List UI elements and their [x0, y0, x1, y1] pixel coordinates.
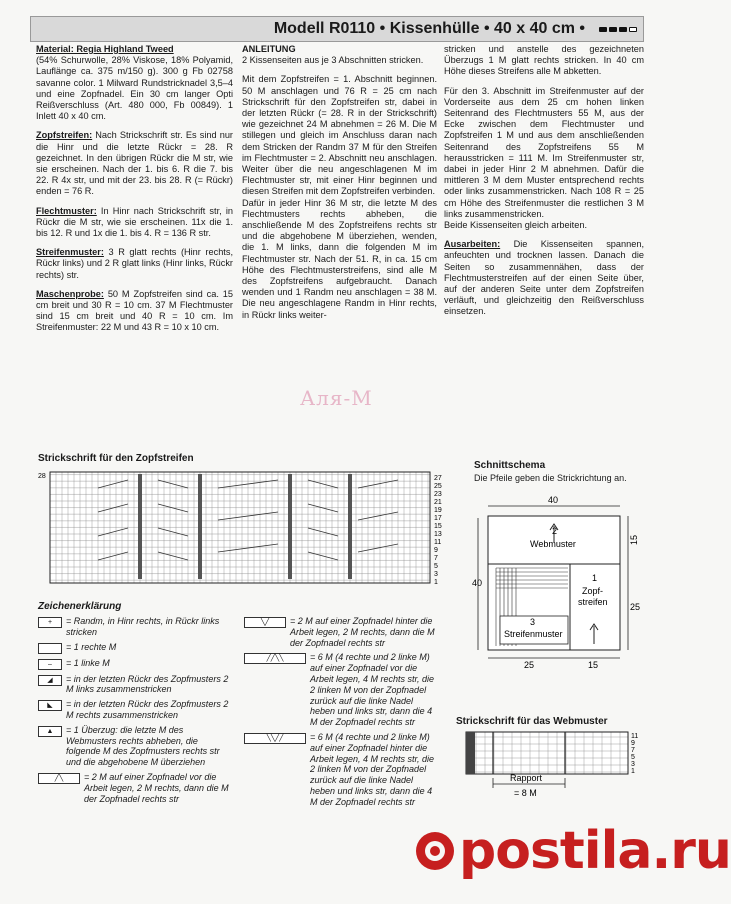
legend-item: – = 1 linke M [38, 658, 234, 670]
schema-2-label: Webmuster [530, 539, 576, 549]
zopf-row-label: 13 [434, 531, 442, 538]
purl-symbol: – [38, 659, 62, 670]
instructions-p6: Beide Kissenseiten gleich arbeiten. [444, 220, 588, 231]
zopf-row-label: 23 [434, 491, 442, 498]
zopf-chart-title: Strickschrift für den Zopfstreifen [38, 453, 194, 464]
legend-item: ╱╲ = 2 M auf einer Zopfnadel vor die Arbeit legen, 2 M rechts, dann die M der Zopfnadel rechts str [38, 772, 234, 804]
page-title: Modell R0110 • Kissenhülle • 40 x 40 cm • [273, 20, 585, 37]
zopfstreifen-text: Nach Strickschrift str. Es sind nur die Hinr und die letzte Rückr = 28. R gezeichnet. In den übrigen Rückr die M str, wie sie erscheinen. Nach der 1. bis 6. R die 7. bis 22. R 4x str, und mit der 23. bis 28. R (= Rückr) enden = 76 R. [36, 130, 233, 197]
maschenprobe-text: 50 M Zopfstreifen sind ca. 15 cm breit und 30 R = 10 cm. 37 M Flechtmuster sind 15 cm breit und 40 R = 10 cm. Im Streifenmuster: 22 M und 43 R = 10 x 10 cm. [36, 288, 233, 333]
legend-title: Zeichenerklärung [38, 601, 122, 612]
web-row-label: 3 [631, 761, 635, 768]
schema-2-num: 2 [552, 526, 558, 536]
flechtmuster-text: In Hinr nach Strickschrift str, in Rückr die M str, wie sie erscheinen. 11x die 1. bis 12. R und 1x die 1. bis 4. R = 136 R str. [36, 205, 233, 239]
legend-item: ╱╱╲╲ = 6 M (4 rechte und 2 linke M) auf einer Zopfnadel vor die Arbeit legen, 4 M rechts str, die 2 linken M von der Zopfnadel zurück auf die linke Nadel heben und links str, dann die 4 M der Zopfnadel rechts str [244, 652, 440, 728]
ssk-symbol: ▲ [38, 726, 62, 737]
material-text: (54% Schurwolle, 28% Viskose, 18% Polyamid, Lauflänge ca. 375 m/150 g). 300 g Fb 02758 savanne color. 1 Milward Rundstricknadel 3,5–4 und eine Zopfnadel. Ein 30 cm langer Opti Reißverschluss (Art. 480 000, Fb 00849). 1 Inlett 40 x 40 cm. [36, 55, 233, 122]
cable-6-front-symbol: ╱╱╲╲ [244, 653, 306, 664]
instructions-column [242, 44, 437, 329]
ausarbeiten-heading: Ausarbeiten: [444, 239, 501, 250]
schema-3-num: 3 [530, 617, 536, 627]
zopf-row-label: 11 [434, 539, 442, 546]
legend-item: + = Randm, in Hinr rechts, in Rückr links stricken [38, 616, 234, 638]
p2tog-symbol: ◢ [38, 675, 62, 686]
difficulty-indicator [599, 27, 637, 32]
web-row-label: 7 [631, 747, 635, 754]
web-row-label: 1 [631, 768, 635, 775]
legend-column-2 [244, 616, 440, 812]
cable-back-symbol: ╲╱ [244, 617, 286, 628]
postila-logo [414, 821, 731, 881]
zopf-row-label: 5 [434, 563, 438, 570]
instructions-p4: stricken und anstelle des gezeichneten Überzugs 1 M glatt rechts stricken. In 40 cm Höhe dieses Streifens alle M abketten. [444, 44, 644, 77]
zopf-row-label: 17 [434, 515, 442, 522]
materials-column [36, 44, 233, 342]
legend-item: ◢ = in der letzten Rückr des Zopfmusters 2 M links zusammenstricken [38, 674, 234, 696]
zopf-row-label: 21 [434, 499, 442, 506]
zopf-row-label: 15 [434, 523, 442, 530]
instructions-p2: Mit dem Zopfstreifen = 1. Abschnitt beginnen. 50 M anschlagen und 76 R = 25 cm nach Strickschrift für den Zopfstreifen str, dabei in der letzten Rückr (= 28. R in der Strickschrift) wie gezeichnet 24 M abnehmen = 26 M. Die M stillegen und gleich im Anschluss daran nach dem Stricken der Randm 37 M für den Streifen im Flechtmuster = 2. Abschnitt neu anschlagen. Weiter über die neu angeschlagenen M im Flechtmuster str, mit einer Hinr beginnen und diesen Streifen mit dem Zopfstreifen verbinden. [242, 74, 437, 197]
legend-item: ▲ = 1 Überzug: die letzte M des Webmusters rechts abheben, die folgende M des Zopfmusters rechts str und die abgehobene M überziehen [38, 725, 234, 768]
rapport-label: Rapport [510, 773, 543, 783]
schema-1-num: 1 [592, 573, 598, 583]
cable-front-symbol: ╱╲ [38, 773, 80, 784]
instructions-p1: 2 Kissenseiten aus je 3 Abschnitten stricken. [242, 55, 424, 66]
schema-title: Schnittschema [474, 460, 546, 471]
zopf-chart [38, 468, 458, 592]
logo-text: postila.ru [459, 821, 731, 881]
zopf-row-label: 7 [434, 555, 438, 562]
ausarbeiten-text: Die Kissenseiten spannen, anfeuchten und trocknen lassen. Danach die Seiten so zusammennähen, dass der Flechtmusterstreifen auf der einen Seite über, auf der anderen Seite unter dem Zopfstreifen verläuft, und gleichzeitig den Reißverschluss einsetzen. [444, 239, 644, 317]
streifenmuster-heading: Streifenmuster: [36, 247, 104, 258]
instructions-p5: Für den 3. Abschnitt im Streifenmuster auf der Vorderseite aus dem 25 cm hohen linken Seitenrand des Flechtmusters 55 M, aus der Ecke zwischen dem Flechtmuster und Zopfstreifen 1 M und aus dem anschließenden Seitenrand des Zopfstreifens 55 M herausstricken = 111 M. Im Streifenmuster str, dabei in jeder Hinr 2 M abnehmen. Dafür die mittleren 3 M dem Muster entsprechend rechts oder links zusammenstricken. Nach 108 R = 25 cm Höhe des Streifenmuster die restlichen 3 M links zusammenstricken. [444, 85, 644, 219]
zopf-row-label: 27 [434, 475, 442, 482]
rapport-value: = 8 M [514, 788, 537, 798]
material-heading: Material: Regia Highland Tweed [36, 44, 174, 54]
instructions-p3: Dafür in jeder Hinr 36 M str, die letzte M des Flechtmusters rechts abheben, die anschließende M des Zopfstreifens rechts str und die abgehobene M überziehen, wenden, die 1. M links, dann die folgenden M im Flechtmuster str. Nach der 51. R, in ca. 15 cm Höhe des Flechtmusterstreifens, sind alle M des Zopfstreifens aufgebraucht. Danach wenden und 1 Randm neu anschlagen = 38 M. Die neu angeschlagene Randm in Hinr rechts, in Rückr links weiter- [242, 197, 437, 320]
flechtmuster-heading: Flechtmuster: [36, 205, 97, 216]
dim-bottom-left: 25 [524, 660, 535, 670]
postila-logo-icon [414, 830, 456, 872]
zopf-row-28: 28 [38, 473, 46, 480]
schnittschema-diagram [470, 495, 650, 678]
web-row-label: 11 [631, 733, 639, 740]
dim-top: 40 [548, 495, 559, 505]
anleitung-heading: ANLEITUNG [242, 44, 296, 54]
zopf-row-label: 19 [434, 507, 442, 514]
knit-symbol [38, 643, 62, 654]
schema-3-label: Streifenmuster [504, 629, 563, 639]
legend-item: ╲╲╱╱ = 6 M (4 rechte und 2 linke M) auf einer Zopfnadel hinter die Arbeit legen, 4 M rechts str, die 2 linken M von der Zopfnadel zurück auf die linke Nadel heben und links str, dann die 4 M der Zopfnadel rechts str [244, 732, 440, 808]
legend-item: = 1 rechte M [38, 642, 234, 654]
k2tog-symbol: ◣ [38, 700, 62, 711]
legend-column-1 [38, 616, 234, 808]
instructions-column-2 [444, 44, 644, 326]
legend-item: ╲╱ = 2 M auf einer Zopfnadel hinter die Arbeit legen, 2 M rechts, dann die M der Zopfnadel rechts str [244, 616, 440, 648]
web-chart-title: Strickschrift für das Webmuster [456, 716, 608, 727]
zopfstreifen-heading: Zopfstreifen: [36, 130, 93, 141]
dim-right-top: 15 [629, 534, 639, 545]
dim-left: 40 [472, 578, 483, 588]
cable-6-back-symbol: ╲╲╱╱ [244, 733, 306, 744]
zopf-row-label: 1 [434, 579, 438, 586]
web-row-label: 9 [631, 740, 635, 747]
zopf-row-label: 3 [434, 571, 438, 578]
web-row-label: 5 [631, 754, 635, 761]
web-chart [458, 730, 648, 814]
schema-subtitle: Die Pfeile geben die Strickrichtung an. [474, 473, 627, 483]
zopf-row-label: 9 [434, 547, 438, 554]
edge-stitch-symbol: + [38, 617, 62, 628]
dim-right-bottom: 25 [630, 602, 641, 612]
maschenprobe-heading: Maschenprobe: [36, 288, 104, 299]
streifenmuster-text: 3 R glatt rechts (Hinr rechts, Rückr links) und 2 R glatt links (Hinr links, Rückr rechts) str. [36, 247, 233, 280]
watermark: Аля-М [300, 386, 373, 410]
zopf-row-label: 25 [434, 483, 442, 490]
schema-1a-label: Zopf- [582, 586, 604, 596]
schema-1b-label: streifen [578, 597, 608, 607]
legend-item: ◣ = in der letzten Rückr des Zopfmusters 2 M rechts zusammenstricken [38, 699, 234, 721]
dim-bottom-right: 15 [588, 660, 599, 670]
title-bar [30, 16, 644, 42]
